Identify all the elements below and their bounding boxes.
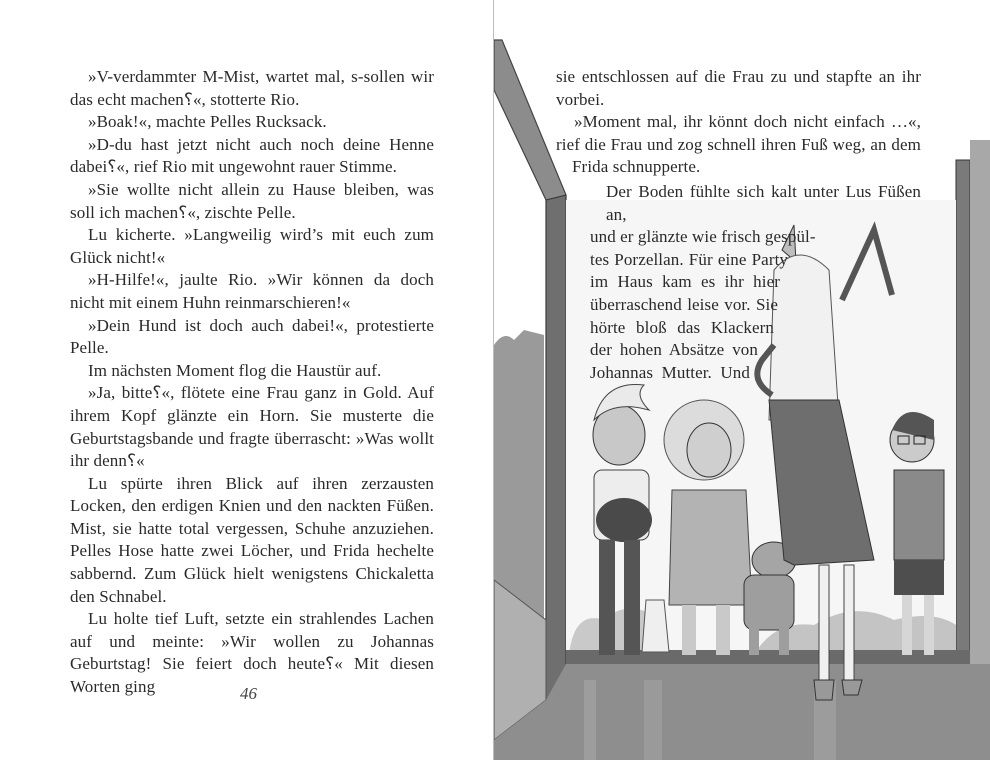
paragraph: »Boak!«, machte Pelles Rucksack. (88, 112, 327, 132)
text-line: Der Boden fühlte sich kalt unter Lus Füßen an, (606, 182, 921, 224)
paragraph: Lu spürte ihren Blick auf ihren zerzausten Locken, den erdigen Knien und den nackten Füßen. Mist, sie hatte total vergessen, Schuhe anzuziehen. Pelles Hose hatte zwei Löcher, und Frida hechelte sabbernd. Zum Glück hielt wenigstens Chickaletta den Schnabel. (70, 473, 434, 606)
paragraph: »D-du hast jetzt nicht auch noch deine Henne dabei⸮«, rief Rio mit ungewohnt rauer Stimme. (70, 134, 434, 177)
paragraph: »V-verdammter M-Mist, wartet mal, s-sollen wir das echt machen⸮«, stotterte Rio. (70, 67, 434, 109)
paragraph: »Ja, bitte⸮«, flötete eine Frau ganz in Gold. Auf ihrem Kopf glänzte ein Horn. Sie musterte die Geburtstagsbande und fragte überrascht: »Was wollt ihr denn⸮« (70, 383, 434, 471)
text-line: »Moment mal, ihr könnt doch nicht einfach …«, (574, 112, 921, 132)
text-line: und er glänzte wie frisch gespül- (590, 227, 816, 247)
right-page-wrapped-text (590, 181, 921, 384)
text-line: überraschend leise vor. Sie (590, 294, 778, 314)
text-line: im Haus kam es ihr hier (590, 272, 780, 292)
right-page-top-text (556, 66, 921, 179)
paragraph: Lu holte tief Luft, setzte ein strahlendes Lachen auf und meinte: »Wir wollen zu Johannas Geburtstag! Sie feiert doch heute⸮« Mit diesen Worten ging (70, 609, 434, 697)
text-line: tes Porzellan. Für eine Party (590, 249, 788, 269)
paragraph: Im nächsten Moment flog die Haustür auf. (88, 360, 382, 380)
page-number: 46 (240, 684, 257, 703)
text-line: hörte bloß das Klackern (590, 317, 774, 337)
left-page-body-text (70, 66, 434, 699)
text-line: rief die Frau und zog schnell ihren Fuß weg, an dem (556, 134, 921, 154)
paragraph: Lu kicherte. »Langweilig wird’s mit euch zum Glück nicht!« (70, 225, 434, 267)
text-line: Frida schnupperte. (572, 157, 701, 177)
left-page (0, 0, 493, 760)
text-line: der hohen Absätze von (590, 340, 758, 360)
text-line: vorbei. (556, 89, 605, 109)
text-line: sie entschlossen auf die Frau zu und stapfte an ihr (556, 67, 921, 86)
paragraph: »H-Hilfe!«, jaulte Rio. »Wir können da doch nicht mit einem Huhn reinmarschieren!« (70, 270, 434, 312)
right-page (494, 0, 990, 760)
text-line: Johannas Mutter. Und (590, 362, 750, 382)
paragraph: »Dein Hund ist doch auch dabei!«, protestierte Pelle. (70, 315, 434, 358)
paragraph: »Sie wollte nicht allein zu Hause bleiben, was soll ich machen⸮«, zischte Pelle. (70, 179, 434, 222)
